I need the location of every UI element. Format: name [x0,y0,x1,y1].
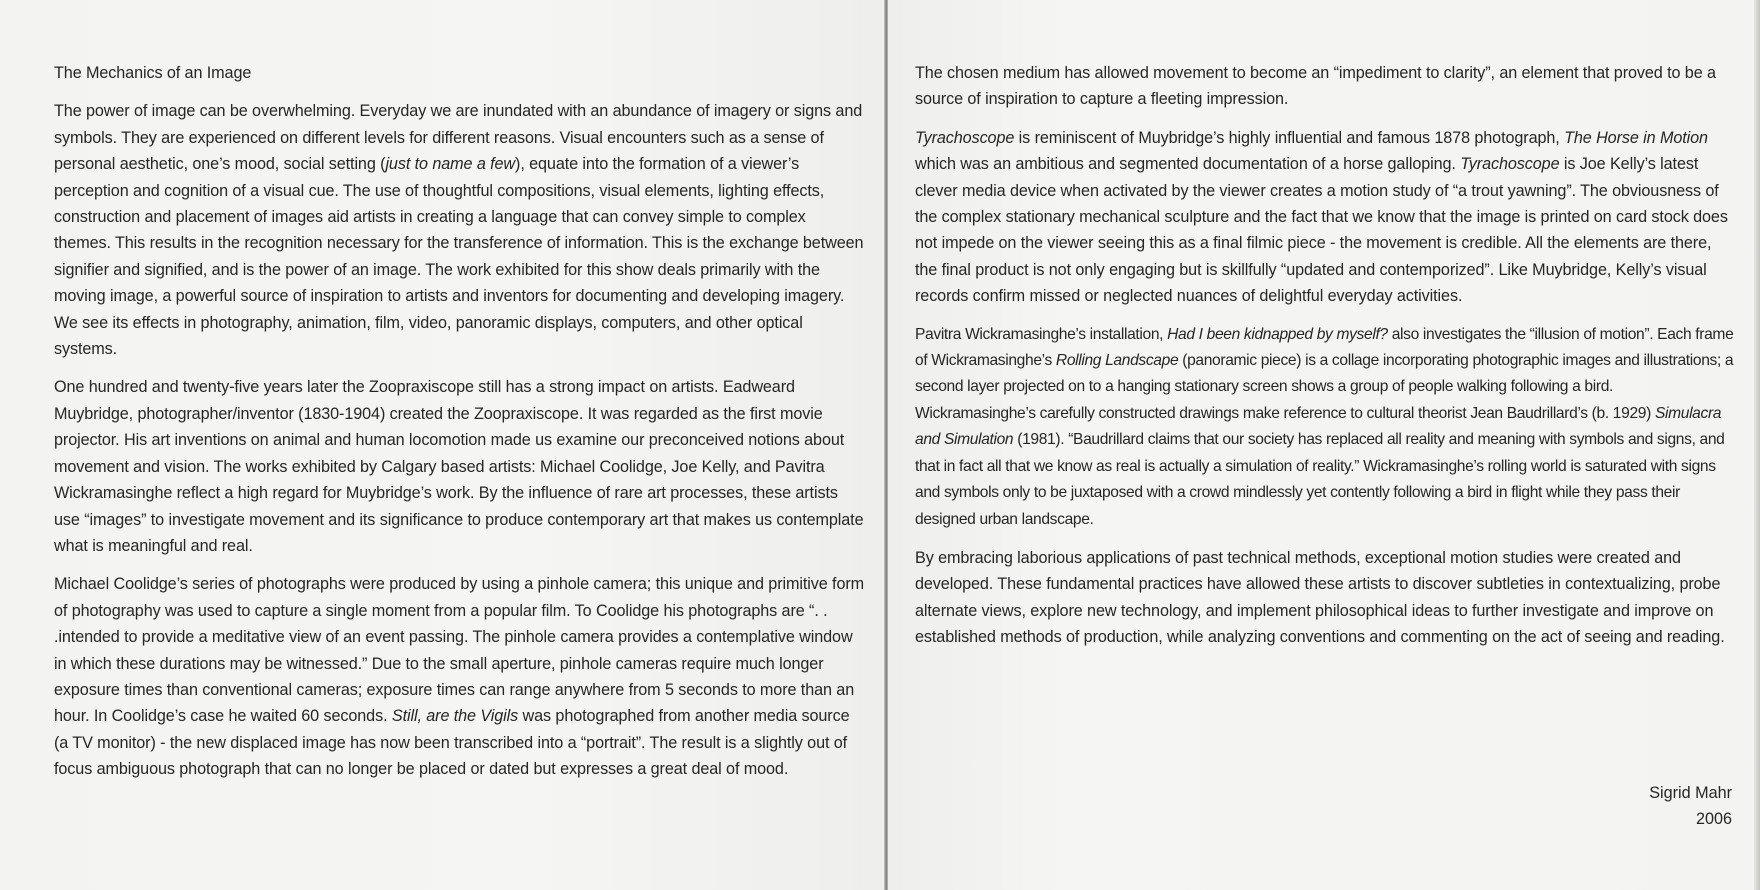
page-edge [1754,0,1760,890]
right-page-text [915,60,1737,663]
text-run: Pavitra Wickramasinghe’s installation, [915,325,1168,343]
paragraph-medium: The chosen medium has allowed movement to become an “impediment to clarity”, an element that proved to be a source of inspiration to capture a fleeting impression. [915,64,1716,109]
text-run: Michael Coolidge’s series of photographs were produced by using a pinhole camera; this unique and primitive form of photography was used to capture a single moment from a popular film. To Coolidge his photographs are “. . .intended to provide a meditative view of an event passing. The pinhole camera provides a contemplative window in which these durations may be witnessed.” Due to the small aperture, pinhole cameras require much longer exposure times than conventional cameras; exposure times can range anywhere from 5 seconds to more than an hour. In Coolidge’s case he waited 60 seconds. [54,575,865,726]
text-run: The power of image can be overwhelming. Everyday we are inundated with an abundance of imagery or signs and symbols. They are experienced on different levels for different reasons. Visual encounters such as a sense of personal aesthetic, one’s mood, social setting [54,102,863,174]
paragraph-coolidge [54,571,866,782]
left-page-text [54,60,866,795]
text-run: also investigates the “illusion of motion”. Each frame of Wickramasinghe’s [915,325,1734,370]
text-run: , equate into the formation of a viewer’s perception and cognition of a visual cue. The use of thoughtful compositions, visual elements, lighting effects, construction and placement of images aid artists in creating a language that can convey simple to complex themes. This results in the recognition necessary for the transference of information. This is the exchange between signifier and signified, and is the power of an image. The work exhibited for this show deals primarily with the moving image, a powerful source of inspiration to artists and inventors for documenting and developing imagery. We see its effects in photography, animation, film, video, panoramic displays, computers, and other optical systems. [54,155,864,359]
right-page [888,0,1760,890]
signature [1649,780,1732,833]
text-run: is reminiscent of Muybridge’s highly influential and famous 1878 photograph, [1014,128,1565,147]
signature-name: Sigrid Mahr [1649,784,1732,802]
paragraph-image-power [54,98,866,362]
text-run: is Joe Kelly’s latest clever media device when activated by the viewer creates a motion study of “a trout yawning”. The obviousness of the complex stationary mechanical sculpture and the fact that we know that the image is printed on card stock does not impede on the viewer seeing this as a final filmic piece - the movement is credible. All the elements are there, the final product is not only engaging but is skillfully “updated and contemporized”. Like Muybridge, Kelly’s visual records confirm missed or neglected nuances of delightful everyday activities. [915,155,1728,306]
text-run: which was an ambitious and segmented documentation of a horse galloping. [915,155,1461,174]
paragraph-zoopraxiscope: One hundred and twenty-five years later the Zoopraxiscope still has a strong impact on artists. Eadweard Muybridge, photographer/inventor (1830-1904) created the Zoopraxiscope. It was regarded as the first movie projector. His art inventions on animal and human locomotion made us examine our preconceived notions about movement and vision. The works exhibited by Calgary based artists: Michael Coolidge, Joe Kelly, and Pavitra Wickramasinghe reflect a high regard for Muybridge’s work. By the influence of rare art processes, these artists use “images” to investigate movement and its significance to produce contemporary art that makes us contemplate what is meaningful and real. [54,378,864,555]
italic-run: Simulacra and Simulation [915,404,1722,449]
italic-run: Still, are the Vigils [391,707,519,726]
text-run: (panoramic piece) is a collage incorporating photographic images and illustrations; a second layer projected on to a hanging stationary screen shows a group of people walking following a bird. Wickramasinghe’s carefully constructed drawings make reference to cultural theorist Jean Baudrillard’s (b. 1929) [915,352,1734,422]
italic-run: Tyrachoscope [1460,155,1560,174]
italic-run: The Horse in Motion [1564,128,1708,147]
italic-run: Rolling Landscape [1055,352,1179,370]
text-run: ( [380,155,386,174]
paragraph-kelly [915,125,1737,310]
signature-year: 2006 [1695,810,1732,829]
paragraph-wickramasinghe [915,322,1737,533]
italic-run: Tyrachoscope [915,128,1015,147]
text-run: was photographed from another media source (a TV monitor) - the new displaced image has now been transcribed into a “portrait”. The result is a slightly out of focus ambiguous photograph that can no longer be placed or dated but expresses a great deal of mood. [54,707,850,779]
page-title: The Mechanics of an Image [54,64,252,82]
italic-run: Had I been kidnapped by myself? [1167,325,1388,343]
paragraph-conclusion: By embracing laborious applications of past technical methods, exceptional motion studies were created and developed. These fundamental practices have allowed these artists to discover subtleties in contextualizing, probe alternate views, explore new technology, and implement philosophical ideas to further investigate and improve on established methods of production, while analyzing conventions and commenting on the act of seeing and reading. [915,548,1725,647]
text-run: ) [515,155,521,174]
italic-run: just to name a few [385,155,516,174]
text-run: (1981). “Baudrillard claims that our society has replaced all reality and meaning with symbols and signs, and that in fact all that we know as real is actually a simulation of reality.” Wickramasinghe’s rolling world is saturated with signs and symbols only to be juxtaposed with a crowd mindlessly yet contently following a bird in flight while they pass their designed urban landscape. [915,431,1725,528]
